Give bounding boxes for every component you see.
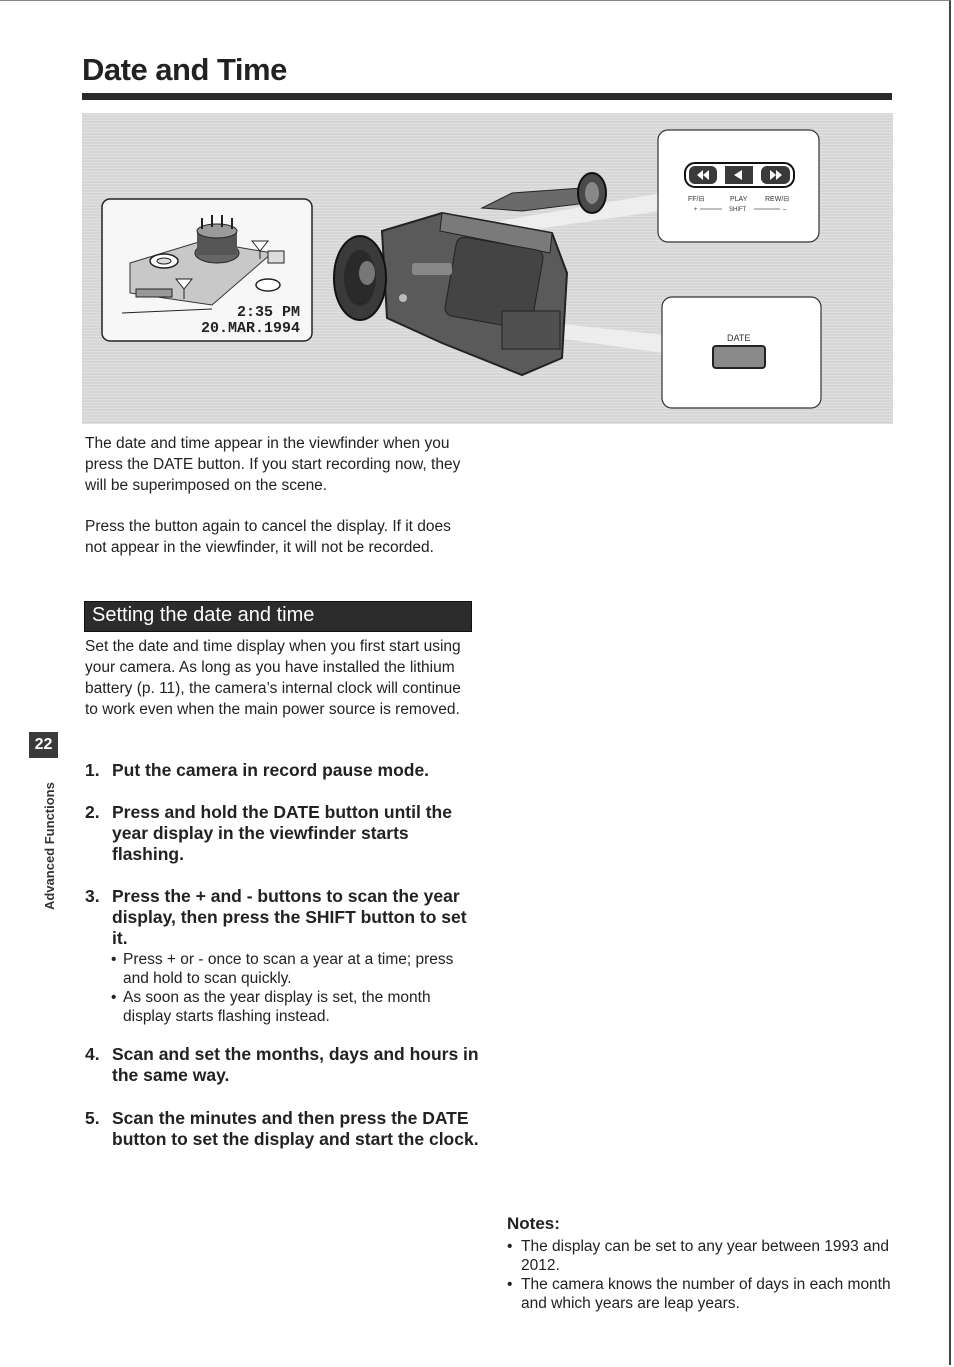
- date-button[interactable]: [713, 346, 765, 368]
- date-button-callout: [662, 297, 821, 408]
- notes-title: Notes:: [507, 1214, 560, 1233]
- intro-paragraph-2: Press the button again to cancel the display. If it does not appear in the viewfinder, it will not be recorded.: [85, 518, 451, 556]
- intro-paragraph-1: The date and time appear in the viewfinder when you press the DATE button. If you start recording now, they will be superimposed on the scene.: [85, 435, 461, 494]
- page-number-tab: 22: [29, 732, 58, 758]
- notes-list: [507, 1237, 902, 1313]
- step-number: 3.: [85, 886, 100, 906]
- step-number: 2.: [85, 802, 100, 822]
- step-text: Scan and set the months, days and hours in the same way.: [112, 1044, 479, 1085]
- play-label: PLAY: [730, 196, 748, 203]
- step-text: Put the camera in record pause mode.: [112, 760, 430, 780]
- playback-buttons-callout: [658, 130, 819, 242]
- ff-label: FF/⊟: [688, 196, 705, 203]
- illustration-svg: [82, 113, 893, 424]
- section-heading-bar: [84, 601, 472, 632]
- viewfinder-date: 20.MAR.1994: [200, 320, 300, 337]
- step-2: [85, 802, 480, 865]
- step-text: Scan the minutes and then press the DATE button to set the display and start the clock.: [112, 1108, 479, 1149]
- list-item: • Press + or - once to scan a year at a time; press and hold to scan quickly.: [111, 950, 471, 988]
- step-3-notes: [111, 950, 471, 1026]
- page-title: Date and Time: [82, 52, 287, 87]
- step-5: [85, 1108, 480, 1150]
- section-body: Set the date and time display when you first start using your camera. As long as you have installed the lithium battery (p. 11), the camera’s internal clock will continue to work even when the main power source is removed.: [85, 638, 461, 718]
- list-item: • As soon as the year display is set, the month display starts flashing instead.: [111, 988, 471, 1026]
- date-button-label: DATE: [727, 333, 751, 343]
- viewfinder-display: [102, 199, 312, 341]
- step-number: 4.: [85, 1044, 100, 1064]
- plus-label: +: [694, 207, 698, 213]
- step-3: [85, 886, 480, 949]
- camcorder-illustration: [82, 113, 893, 424]
- step-number: 5.: [85, 1108, 100, 1128]
- viewfinder-time: 2:35 PM: [236, 304, 300, 321]
- title-rule: [82, 93, 892, 100]
- step-text: Press the + and - buttons to scan the year display, then press the SHIFT button to set it.: [112, 886, 467, 948]
- step-1: [85, 760, 480, 781]
- step-4: [85, 1044, 480, 1086]
- rew-label: REW/⊟: [765, 196, 790, 203]
- section-heading: Setting the date and time: [92, 604, 315, 626]
- shift-label: SHIFT: [729, 207, 747, 213]
- camcorder-icon: [334, 173, 606, 375]
- list-item: • The display can be set to any year between 1993 and 2012.: [507, 1237, 902, 1275]
- minus-label: –: [783, 207, 787, 213]
- step-text: Press and hold the DATE button until the year display in the viewfinder starts flashing.: [112, 802, 452, 864]
- step-number: 1.: [85, 760, 100, 780]
- list-item: • The camera knows the number of days in each month and which years are leap years.: [507, 1275, 902, 1313]
- chapter-side-label: Advanced Functions: [42, 782, 57, 910]
